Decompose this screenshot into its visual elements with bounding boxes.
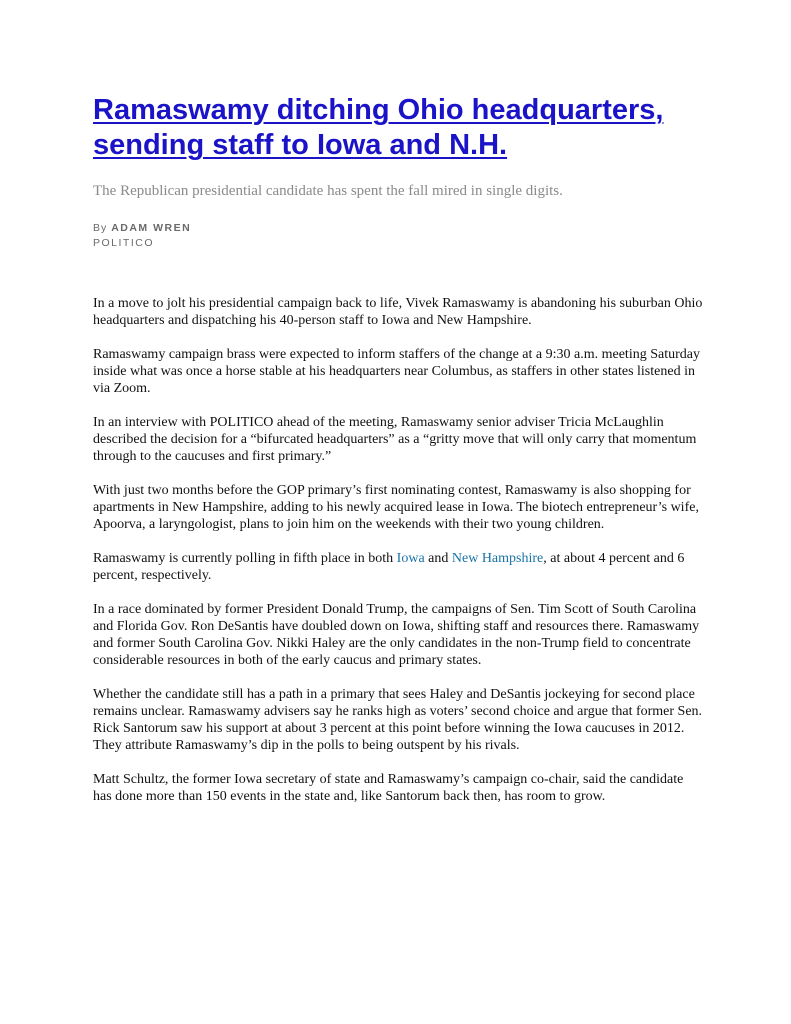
paragraph-2: Ramaswamy campaign brass were expected to inform staffers of the change at a 9:30 a.m. meeting Saturday inside what was once a horse stable at his headquarters near Columbus, as staffers in other states listened in via Zoom. (93, 347, 700, 396)
byline-prefix: By (93, 222, 108, 234)
paragraph-4: With just two months before the GOP primary’s first nominating contest, Ramaswamy is also shopping for apartments in New Hampshire, adding to his newly acquired lease in Iowa. The biotech entrepreneur’s wife, Apoorva, a laryngologist, plans to join him on the weekends with their two young children. (93, 483, 699, 532)
iowa-poll-link[interactable]: Iowa (396, 551, 425, 566)
paragraph-7: Whether the candidate still has a path in a primary that sees Haley and DeSantis jockeying for second place remains unclear. Ramaswamy advisers say he ranks high as voters’ second choice and argue that former Sen. Rick Santorum saw his support at about 3 percent at this point before winning the Iowa caucuses in 2012. They attribute Ramaswamy’s dip in the polls to being outspent by his rivals. (93, 687, 703, 753)
paragraph-5 (93, 550, 703, 584)
author-name[interactable]: ADAM WREN (111, 222, 192, 234)
outlet-name: POLITICO (93, 237, 155, 249)
paragraph-1: In a move to jolt his presidential campaign back to life, Vivek Ramaswamy is abandoning his suburban Ohio headquarters and dispatching his 40-person staff to Iowa and New Hampshire. (93, 296, 703, 328)
headline-line-2: sending staff to Iowa and N.H. (93, 129, 508, 161)
article-body (93, 295, 703, 822)
paragraph-6: In a race dominated by former President Donald Trump, the campaigns of Sen. Tim Scott of South Carolina and Florida Gov. Ron DeSantis have doubled down on Iowa, shifting staff and resources there. Ramaswamy and former South Carolina Gov. Nikki Haley are the only candidates in the non-Trump field to concentrate considerable resources in both of the early caucus and primary states. (93, 602, 700, 668)
byline (93, 221, 191, 251)
headline-line-1: Ramaswamy ditching Ohio headquarters, (93, 94, 664, 126)
headline-link[interactable] (93, 94, 663, 161)
paragraph-5-text-a: Ramaswamy is currently polling in fifth place in both (93, 551, 397, 566)
paragraph-8: Matt Schultz, the former Iowa secretary of state and Ramaswamy’s campaign co-chair, said the candidate has done more than 150 events in the state and, like Santorum back then, has room to grow. (93, 772, 684, 804)
paragraph-5-text-c: , at about 4 percent and 6 percent, respectively. (93, 551, 685, 583)
article-dek: The Republican presidential candidate has spent the fall mired in single digits. (93, 183, 563, 199)
paragraph-3: In an interview with POLITICO ahead of the meeting, Ramaswamy senior adviser Tricia McLaughlin described the decision for a “bifurcated headquarters” as a “gritty move that will only carry that momentum through to the caucuses and first primary.” (93, 415, 697, 464)
headline (93, 93, 733, 163)
new-hampshire-poll-link[interactable]: New Hampshire (451, 551, 544, 566)
paragraph-5-text-b: and (424, 551, 452, 566)
